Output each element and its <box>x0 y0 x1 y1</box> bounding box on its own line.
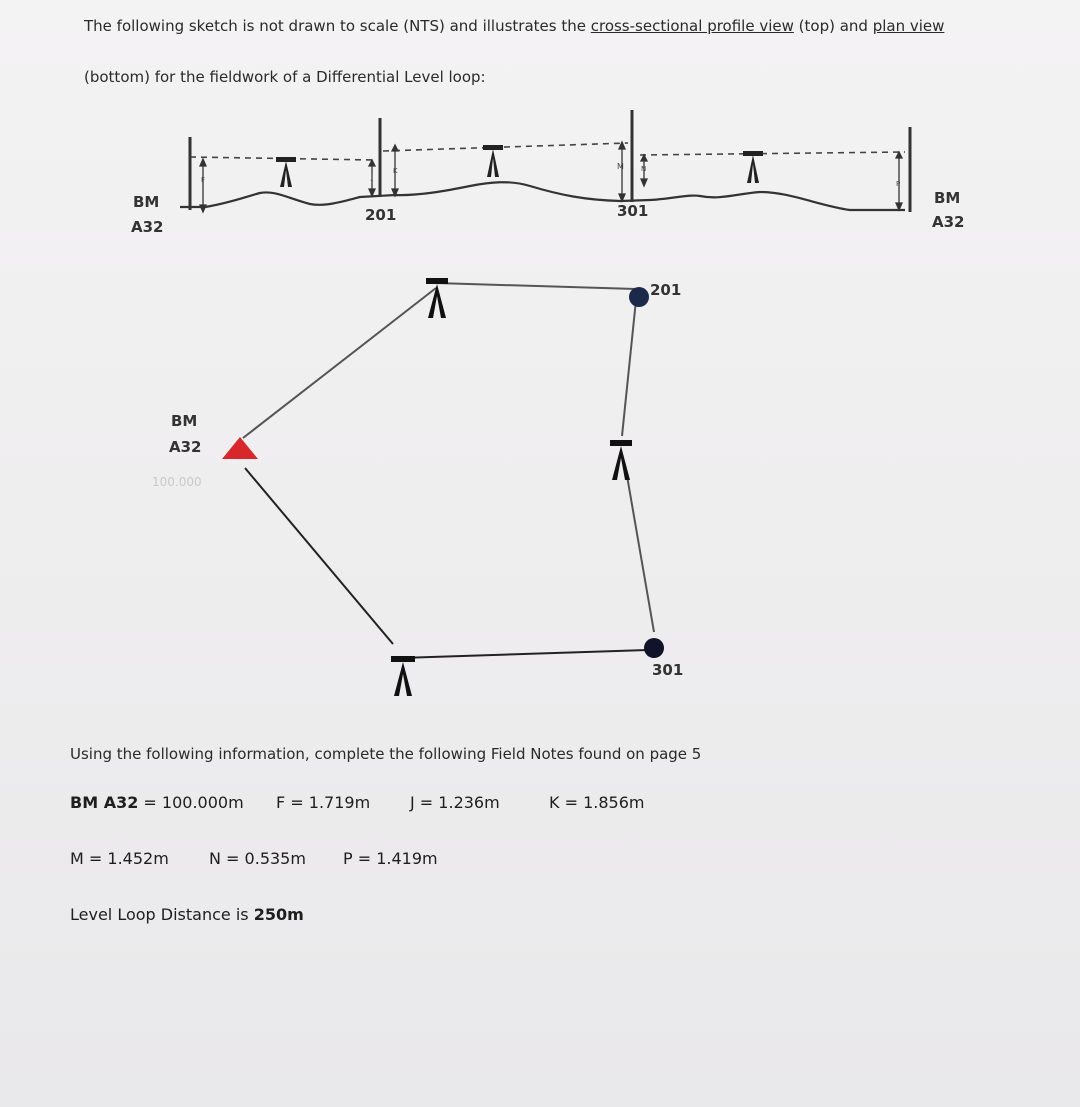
profile-level-instrument <box>276 157 296 187</box>
benchmark-triangle-icon <box>222 437 258 459</box>
loop-distance-value: 250m <box>253 905 304 924</box>
rod-letter-j: J <box>371 173 374 181</box>
rod-letter-f: F <box>201 176 206 184</box>
profile-bm-left-line1: BM <box>133 193 160 211</box>
given-bm-label: BM A32 <box>70 793 139 812</box>
instruction-text: Using the following information, complete the following Field Notes found on page 5 <box>70 745 702 763</box>
given-f: F = 1.719m <box>276 793 371 812</box>
link-profile-view: cross-sectional profile view <box>590 17 794 35</box>
intro-text-a: The following sketch is not drawn to scale (NTS) and illustrates the <box>84 17 591 35</box>
profile-bm-left-line2: A32 <box>131 218 164 236</box>
turning-point-201-icon <box>629 287 649 307</box>
rod-letter-p: P <box>896 180 901 188</box>
intro-text-b: (top) and <box>793 17 873 35</box>
tripod-icon <box>391 656 415 696</box>
profile-bm-right-line2: A32 <box>932 213 965 231</box>
given-bm-value: = 100.000m <box>138 793 244 812</box>
plan-bm-line2: A32 <box>169 438 202 456</box>
rod-letter-n: N <box>641 165 647 173</box>
rod-letter-k: K <box>393 167 398 175</box>
given-k: K = 1.856m <box>549 793 645 812</box>
profile-bm-right-line1: BM <box>934 189 961 207</box>
given-bm-a32 <box>70 793 244 812</box>
plan-faint-note: 100.000 <box>152 475 202 489</box>
tripod-icon <box>610 440 632 480</box>
given-m: M = 1.452m <box>70 849 169 868</box>
given-p: P = 1.419m <box>343 849 438 868</box>
intro-line-2: (bottom) for the fieldwork of a Differential Level loop: <box>84 68 486 86</box>
loop-distance <box>70 905 304 924</box>
plan-tp-301: 301 <box>652 661 684 679</box>
given-n: N = 0.535m <box>209 849 306 868</box>
profile-tp-301: 301 <box>617 202 649 220</box>
link-plan-view: plan view <box>872 17 945 35</box>
plan-tp-201: 201 <box>650 281 682 299</box>
profile-tp-201: 201 <box>365 206 397 224</box>
given-j: J = 1.236m <box>410 793 500 812</box>
turning-point-301-icon <box>644 638 664 658</box>
profile-level-instrument <box>743 151 763 183</box>
loop-distance-prefix: Level Loop Distance is <box>70 905 254 924</box>
rod-letter-m: M <box>617 162 624 171</box>
plan-bm-line1: BM <box>171 412 198 430</box>
profile-level-instrument <box>483 145 503 177</box>
tripod-icon <box>426 278 448 318</box>
